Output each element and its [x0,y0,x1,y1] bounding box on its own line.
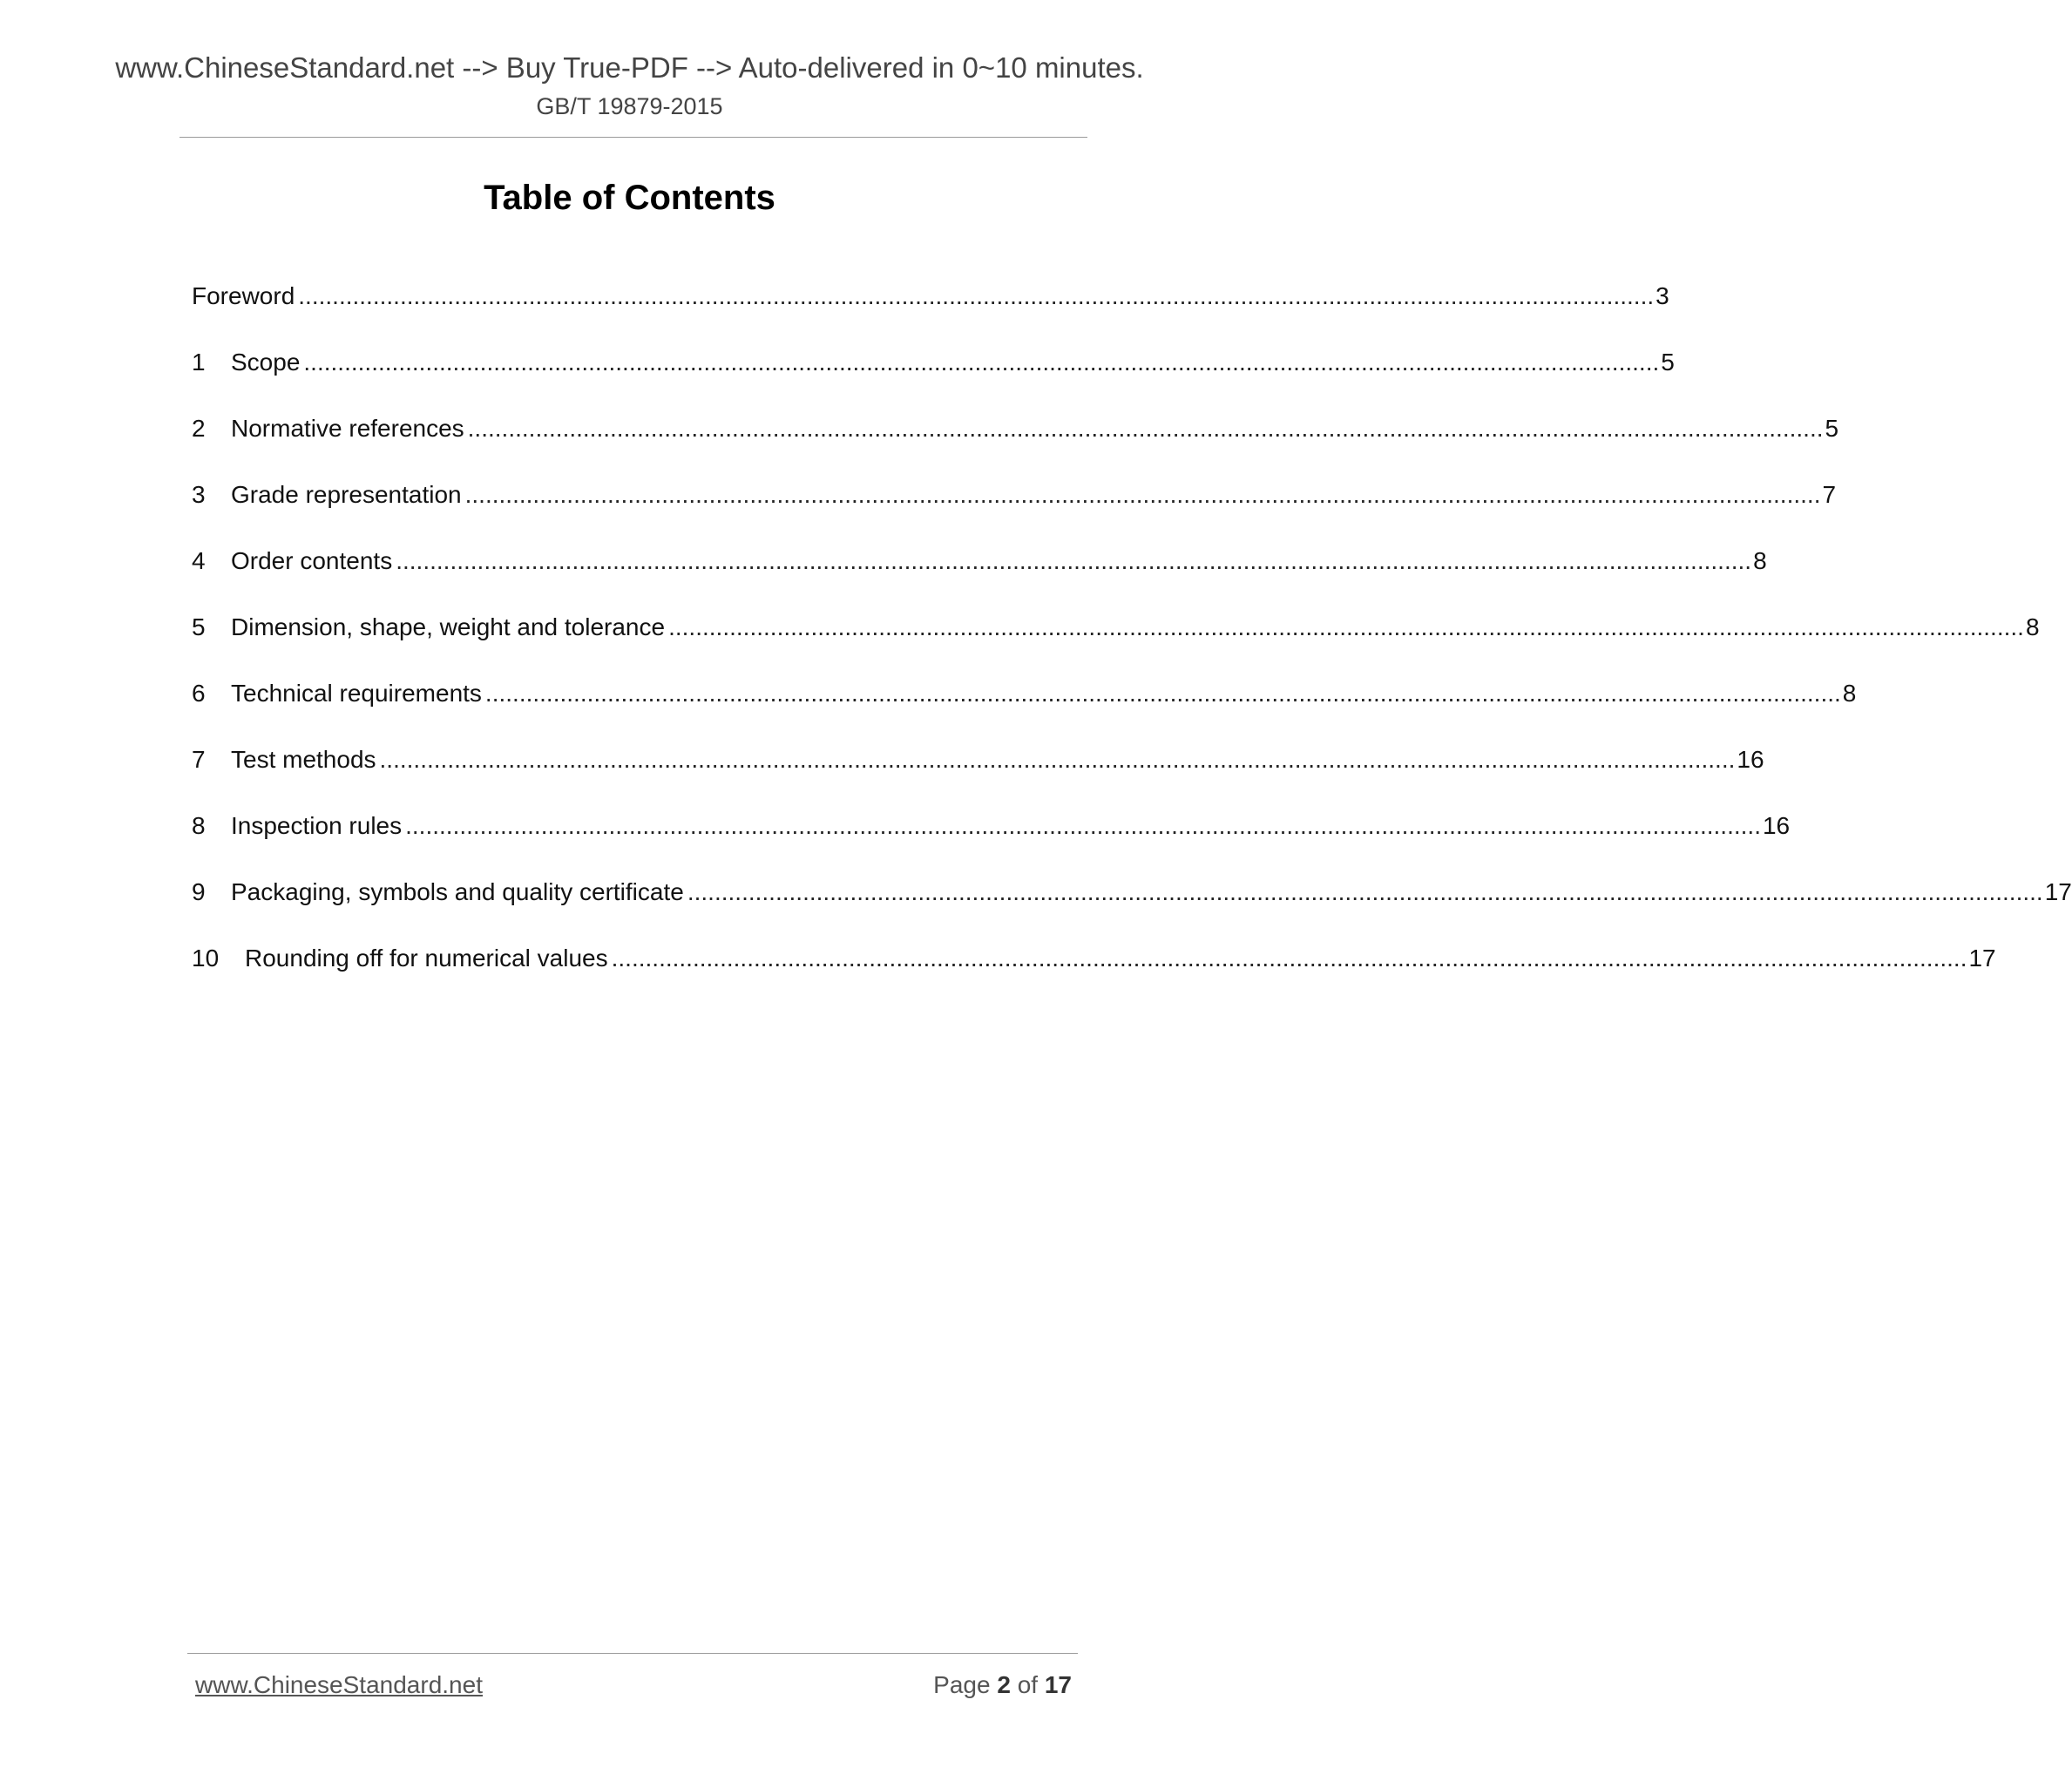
toc-entry-text: Technical requirements [231,680,482,707]
dot-leader: ........................................................................................................................................................................................................ [484,680,1841,707]
toc-entry-text: Inspection rules [231,812,403,839]
toc-entry-text: Normative references [231,415,464,442]
dot-leader: ........................................................................................................................................................................................................ [464,481,1821,508]
toc-entry-number: 2 [192,415,206,442]
toc-entry-dimension-shape-weight[interactable] [192,608,2040,674]
toc-entry-foreword[interactable] [192,277,1669,343]
toc-entry-text: Grade representation [231,481,462,508]
dot-leader: ........................................................................................................................................................................................................ [303,349,1660,376]
toc-entry-page: 8 [1842,680,1857,707]
toc-entry-number: 7 [192,746,206,773]
toc-entry-number: 5 [192,613,206,640]
toc-entry-grade-representation[interactable] [192,476,1837,542]
toc-entry-page: 16 [1762,812,1791,839]
page-of-label: of [1017,1671,1039,1698]
toc-entry-page: 5 [1825,415,1839,442]
toc-entry-number: 6 [192,680,206,707]
toc-entry-number: 3 [192,481,206,508]
toc-entry-number: 9 [192,878,206,905]
toc-entry-page: 7 [1822,481,1837,508]
dot-leader: ........................................................................................................................................................................................................ [396,547,1752,574]
toc-entry-page: 5 [1661,349,1675,376]
toc-entry-inspection-rules[interactable] [192,807,1791,873]
toc-entry-text: Order contents [231,547,393,574]
dot-leader: ........................................................................................................................................................................................................ [298,282,1655,309]
toc-entry-text: Rounding off for numerical values [245,945,608,972]
dot-leader: ........................................................................................................................................................................................................ [687,878,2043,905]
table-of-contents [192,277,2072,1006]
dot-leader: ........................................................................................................................................................................................................ [668,613,2024,640]
toc-entry-packaging-symbols[interactable] [192,873,2072,939]
footer-site-link[interactable]: www.ChineseStandard.net [195,1671,483,1698]
footer-divider [187,1653,1078,1654]
toc-entry-text: Test methods [231,746,376,773]
dot-leader: ........................................................................................................................................................................................................ [379,746,1736,773]
page-counter [933,1668,1072,1703]
standard-code: GB/T 19879-2015 [536,93,723,119]
toc-entry-rounding-off[interactable] [192,939,1996,1006]
dot-leader: ........................................................................................................................................................................................................ [405,812,1761,839]
toc-title: Table of Contents [484,179,775,217]
total-page-count: 17 [1044,1671,1072,1698]
toc-entry-page: 8 [1753,547,1767,574]
toc-entry-test-methods[interactable] [192,741,1764,807]
toc-entry-page: 17 [2044,878,2072,905]
toc-entry-text: Scope [231,349,301,376]
header-divider [179,137,1087,138]
page-footer [195,1668,1072,1703]
toc-entry-page: 8 [2025,613,2040,640]
dot-leader: ........................................................................................................................................................................................................ [611,945,1967,972]
toc-entry-page: 16 [1737,746,1764,773]
page-label: Page [933,1671,991,1698]
toc-entry-technical-requirements[interactable] [192,674,1857,741]
toc-entry-number: 4 [192,547,206,574]
toc-entry-text: Foreword [192,282,295,309]
dot-leader: ........................................................................................................................................................................................................ [467,415,1824,442]
header-banner: www.ChineseStandard.net --> Buy True-PDF --> Auto-delivered in 0~10 minutes. [115,51,1144,84]
toc-entry-order-contents[interactable] [192,542,1767,608]
toc-entry-number: 10 [192,945,220,972]
page-header [0,49,1259,122]
toc-entry-number: 8 [192,812,206,839]
toc-entry-page: 3 [1656,282,1669,309]
toc-entry-scope[interactable] [192,343,1675,410]
toc-entry-normative-references[interactable] [192,410,1839,476]
toc-entry-text: Dimension, shape, weight and tolerance [231,613,666,640]
toc-entry-number: 1 [192,349,206,376]
current-page-number: 2 [997,1671,1011,1698]
toc-entry-text: Packaging, symbols and quality certificate [231,878,684,905]
toc-entry-page: 17 [1968,945,1996,972]
